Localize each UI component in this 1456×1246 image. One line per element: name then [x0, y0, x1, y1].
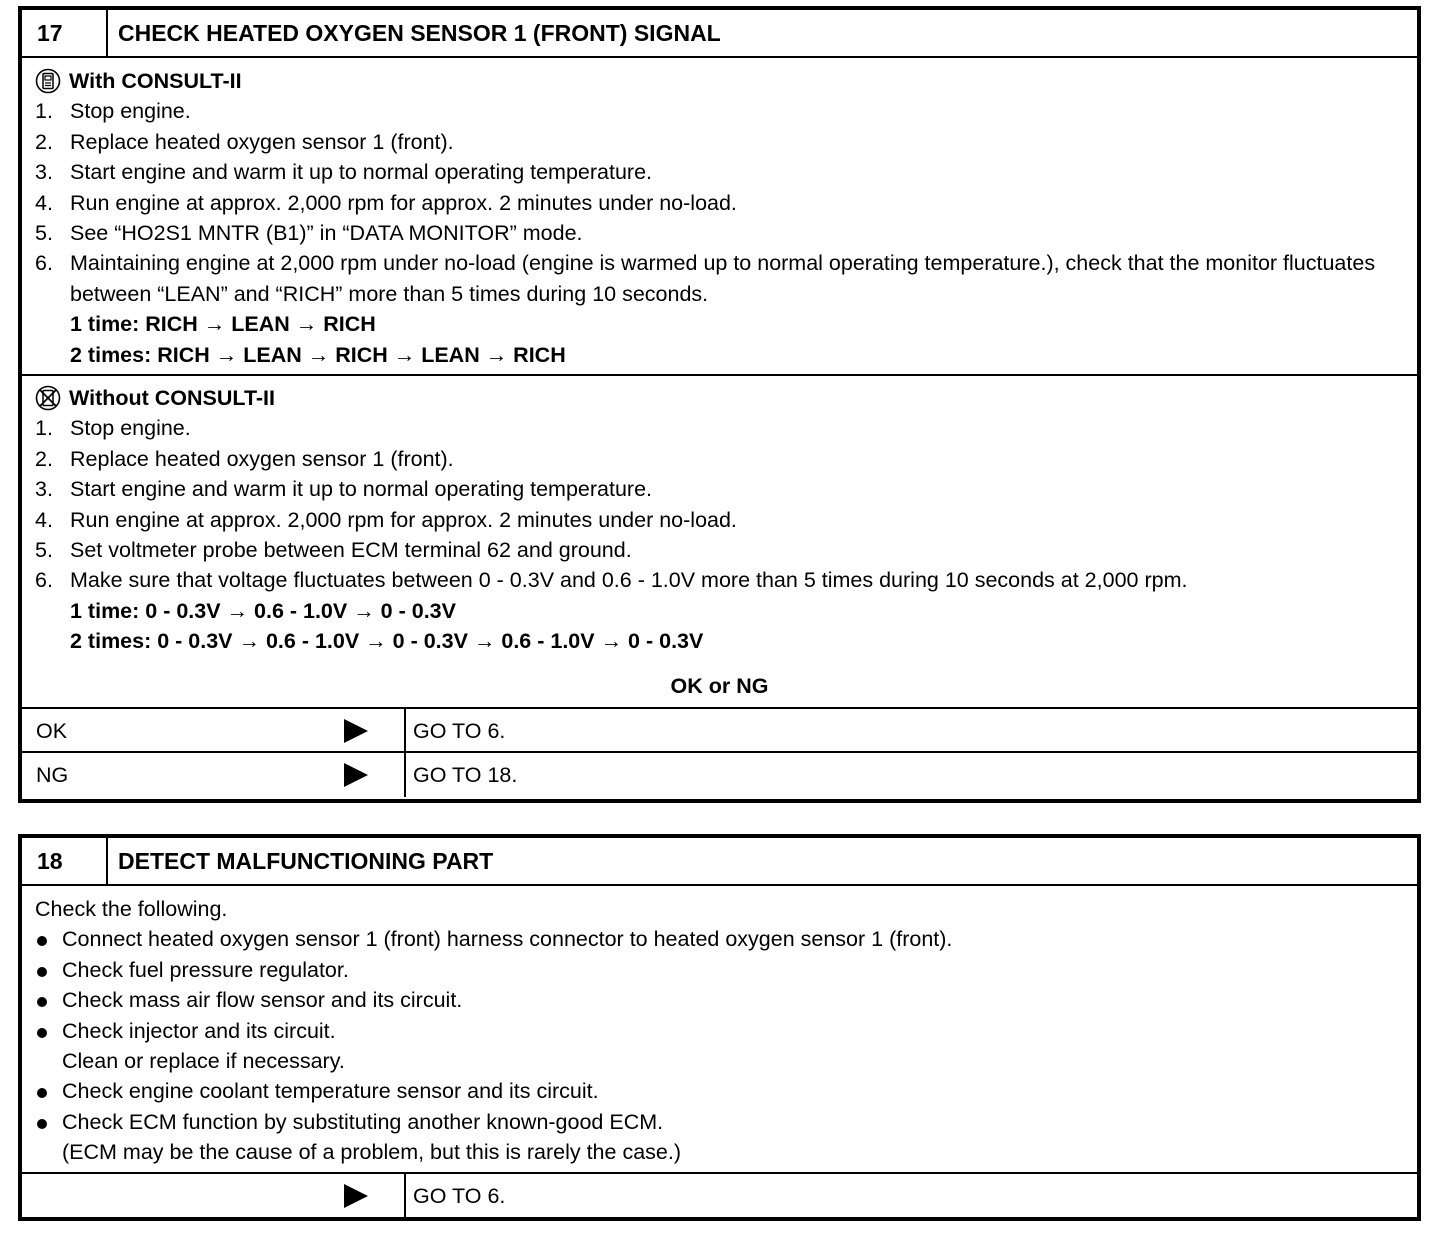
outcome-row-ng[interactable] [22, 753, 1417, 797]
step-18-header [22, 838, 1417, 886]
list-item: 6. Maintaining engine at 2,000 rpm under no-load (engine is warmed up to normal operating temperature.), check that the monitor fluctuates between “LEAN” and “RICH” more than 5 times during 10 seconds. [35, 251, 1376, 306]
arrow-right-icon [344, 719, 368, 743]
checks-section [22, 886, 1417, 1174]
list-item: Check engine coolant temperature sensor and its circuit. [35, 1076, 1417, 1106]
no-tool-icon [35, 385, 61, 411]
step-number: 17 [22, 10, 108, 56]
list-item: 6. Make sure that voltage fluctuates between 0 - 0.3V and 0.6 - 1.0V more than 5 times during 10 seconds at 2,000 rpm. [35, 568, 1188, 593]
outcome-row-ok[interactable] [22, 709, 1417, 753]
step-number: 18 [22, 838, 108, 884]
arrow-right-icon [344, 1184, 368, 1208]
list-item: 5. Set voltmeter probe between ECM terminal 62 and ground. [35, 538, 632, 563]
outcome-label: OK [36, 719, 68, 743]
list-item: Check ECM function by substituting another known-good ECM. (ECM may be the cause of a problem, but this is rarely the case.) [35, 1107, 1417, 1168]
criteria-line: 1 time: 0 - 0.3V → 0.6 - 1.0V → 0 - 0.3V [70, 598, 456, 623]
goto-link[interactable]: GO TO 18. [404, 753, 1417, 797]
list-item: 4. Run engine at approx. 2,000 rpm for approx. 2 minutes under no-load. [35, 507, 737, 532]
list-item: 2. Replace heated oxygen sensor 1 (front). [35, 129, 454, 154]
goto-link[interactable]: GO TO 6. [404, 709, 1417, 751]
outcome-label: NG [36, 763, 69, 787]
criteria-line: 2 times: RICH → LEAN → RICH → LEAN → RICH [70, 342, 566, 367]
list-item: 5. See “HO2S1 MNTR (B1)” in “DATA MONITOR” mode. [35, 221, 583, 246]
goto-link[interactable]: GO TO 6. [404, 1174, 1417, 1218]
list-item: Check mass air flow sensor and its circuit. [35, 985, 1417, 1015]
consult-tool-icon [35, 68, 61, 94]
outcome-row[interactable] [22, 1174, 1417, 1218]
criteria-line: 1 time: RICH → LEAN → RICH [70, 312, 376, 337]
with-consult-section [22, 58, 1417, 376]
list-item: 2. Replace heated oxygen sensor 1 (front). [35, 446, 454, 471]
with-consult-heading: With CONSULT-II [35, 66, 1417, 96]
list-item: Connect heated oxygen sensor 1 (front) harness connector to heated oxygen sensor 1 (front). [35, 924, 1417, 954]
list-item: Check injector and its circuit. Clean or replace if necessary. [35, 1016, 1417, 1077]
list-item: 3. Start engine and warm it up to normal operating temperature. [35, 160, 653, 185]
without-consult-section [22, 376, 1417, 709]
list-item: Check fuel pressure regulator. [35, 955, 1417, 985]
step-17-box [18, 6, 1421, 803]
step-17-header [22, 10, 1417, 58]
with-consult-steps [35, 96, 1417, 309]
without-consult-heading: Without CONSULT-II [35, 383, 1417, 413]
checks-intro: Check the following. [35, 897, 228, 921]
checks-list [35, 924, 1417, 1167]
list-item: 3. Start engine and warm it up to normal operating temperature. [35, 477, 653, 502]
step-18-box [18, 834, 1421, 1221]
criteria-line: 2 times: 0 - 0.3V → 0.6 - 1.0V → 0 - 0.3V → 0.6 - 1.0V → 0 - 0.3V [70, 629, 704, 654]
arrow-right-icon [344, 763, 368, 787]
list-item: 4. Run engine at approx. 2,000 rpm for approx. 2 minutes under no-load. [35, 190, 737, 215]
result-prompt: OK or NG [670, 674, 769, 698]
list-item: 1. Stop engine. [35, 416, 191, 441]
step-title: CHECK HEATED OXYGEN SENSOR 1 (FRONT) SIGNAL [118, 20, 721, 46]
list-item: 1. Stop engine. [35, 99, 191, 124]
step-title: DETECT MALFUNCTIONING PART [118, 848, 494, 874]
without-consult-steps [35, 413, 1417, 595]
